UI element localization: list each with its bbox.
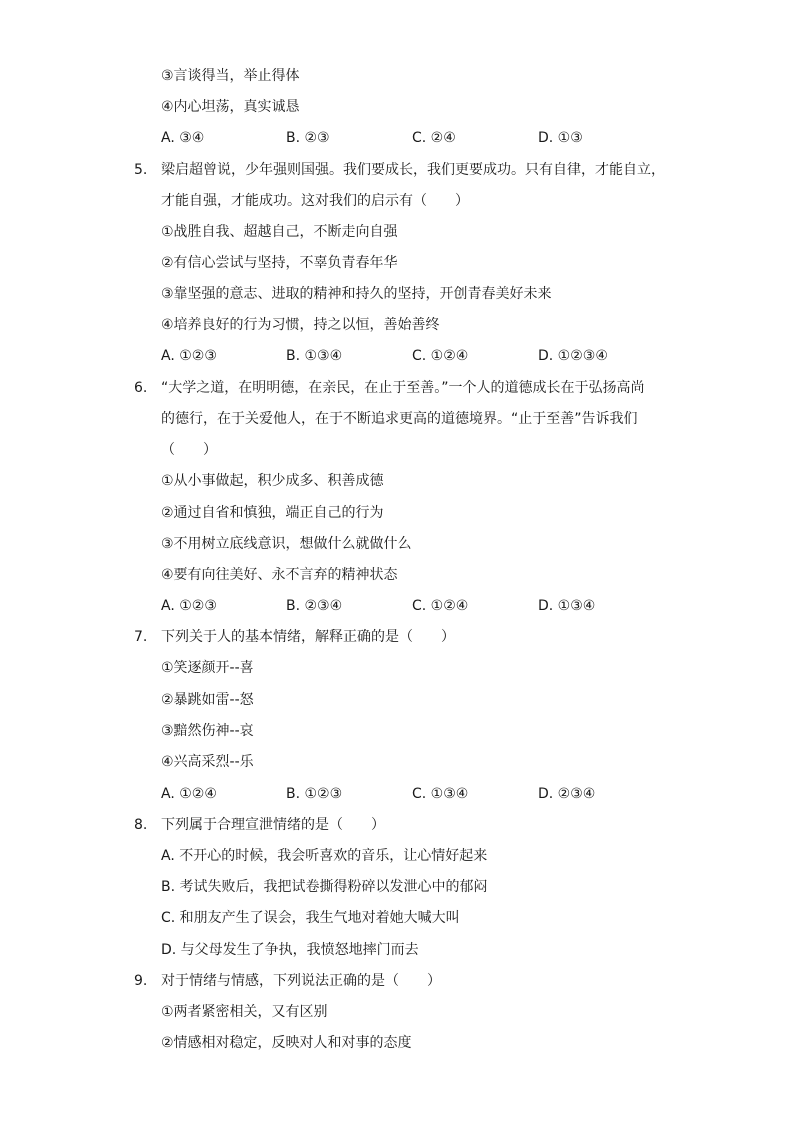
- q4-option-c: C. ②④: [412, 130, 456, 146]
- q4-item-3: ③言谈得当，举止得体: [161, 68, 300, 84]
- q7-number: 7.: [134, 629, 148, 645]
- q6-option-b: B. ②③④: [286, 598, 343, 614]
- q6-option-d: D. ①③④: [538, 598, 596, 614]
- q6-stem-line-1: “大学之道，在明明德，在亲民，在止于至善。”一个人的道德成长在于弘扬高尚: [161, 380, 645, 396]
- q4-option-b: B. ②③: [286, 130, 330, 146]
- q7-stem: 下列关于人的基本情绪，解释正确的是（ ）: [161, 629, 455, 645]
- q8-option-c: C. 和朋友产生了误会，我生气地对着她大喊大叫: [161, 910, 460, 926]
- q6-item-1: ①从小事做起，积少成多、积善成德: [161, 473, 384, 489]
- q5-option-d: D. ①②③④: [538, 348, 608, 364]
- q5-option-c: C. ①②④: [412, 348, 469, 364]
- q8-stem: 下列属于合理宣泄情绪的是（ ）: [161, 817, 385, 833]
- q4-item-4: ④内心坦荡，真实诚恳: [161, 99, 300, 115]
- q5-item-1: ①战胜自我、超越自己，不断走向自强: [161, 224, 398, 240]
- q5-option-b: B. ①③④: [286, 348, 343, 364]
- q7-item-1: ①笑逐颜开--喜: [161, 660, 254, 676]
- q9-stem: 对于情绪与情感，下列说法正确的是（ ）: [161, 973, 441, 989]
- q7-option-a: A. ①②④: [161, 786, 217, 802]
- q7-item-3: ③黯然伤神--哀: [161, 723, 254, 739]
- q7-item-2: ②暴跳如雷--怒: [161, 692, 254, 708]
- q9-item-1: ①两者紧密相关，又有区别: [161, 1004, 328, 1020]
- q5-item-3: ③靠坚强的意志、进取的精神和持久的坚持，开创青春美好未来: [161, 286, 552, 302]
- q6-item-3: ③不用树立底线意识，想做什么就做什么: [161, 536, 412, 552]
- q6-option-c: C. ①②④: [412, 598, 469, 614]
- q9-item-2: ②情感相对稳定，反映对人和对事的态度: [161, 1035, 412, 1051]
- q6-stem-line-2: 的德行，在于关爱他人，在于不断追求更高的道德境界。“止于至善”告诉我们: [161, 411, 638, 427]
- q7-option-d: D. ②③④: [538, 786, 596, 802]
- q6-option-a: A. ①②③: [161, 598, 217, 614]
- q5-stem-line-1: 梁启超曾说，少年强则国强。我们要成长，我们更要成功。只有自律，才能自立，: [161, 162, 665, 178]
- q8-number: 8.: [134, 817, 148, 833]
- q8-option-a: A. 不开心的时候，我会听喜欢的音乐，让心情好起来: [161, 848, 488, 864]
- q5-item-2: ②有信心尝试与坚持，不辜负青春年华: [161, 255, 398, 271]
- q4-option-a: A. ③④: [161, 130, 205, 146]
- q9-number: 9.: [134, 973, 148, 989]
- q6-stem-line-3: （ ）: [161, 442, 217, 458]
- q6-item-2: ②通过自省和慎独，端正自己的行为: [161, 505, 384, 521]
- q7-option-b: B. ①②③: [286, 786, 343, 802]
- q7-option-c: C. ①③④: [412, 786, 469, 802]
- q8-option-d: D. 与父母发生了争执，我愤怒地摔门而去: [161, 942, 419, 958]
- q5-option-a: A. ①②③: [161, 348, 217, 364]
- q5-item-4: ④培养良好的行为习惯，持之以恒，善始善终: [161, 317, 440, 333]
- q5-number: 5.: [134, 162, 148, 178]
- q4-option-d: D. ①③: [538, 130, 583, 146]
- q8-option-b: B. 考试失败后，我把试卷撕得粉碎以发泄心中的郁闷: [161, 879, 488, 895]
- q5-stem-line-2: 才能自强，才能成功。这对我们的启示有（ ）: [161, 193, 469, 209]
- q7-item-4: ④兴高采烈--乐: [161, 754, 254, 770]
- q6-number: 6.: [134, 380, 148, 396]
- q6-item-4: ④要有向往美好、永不言弃的精神状态: [161, 567, 398, 583]
